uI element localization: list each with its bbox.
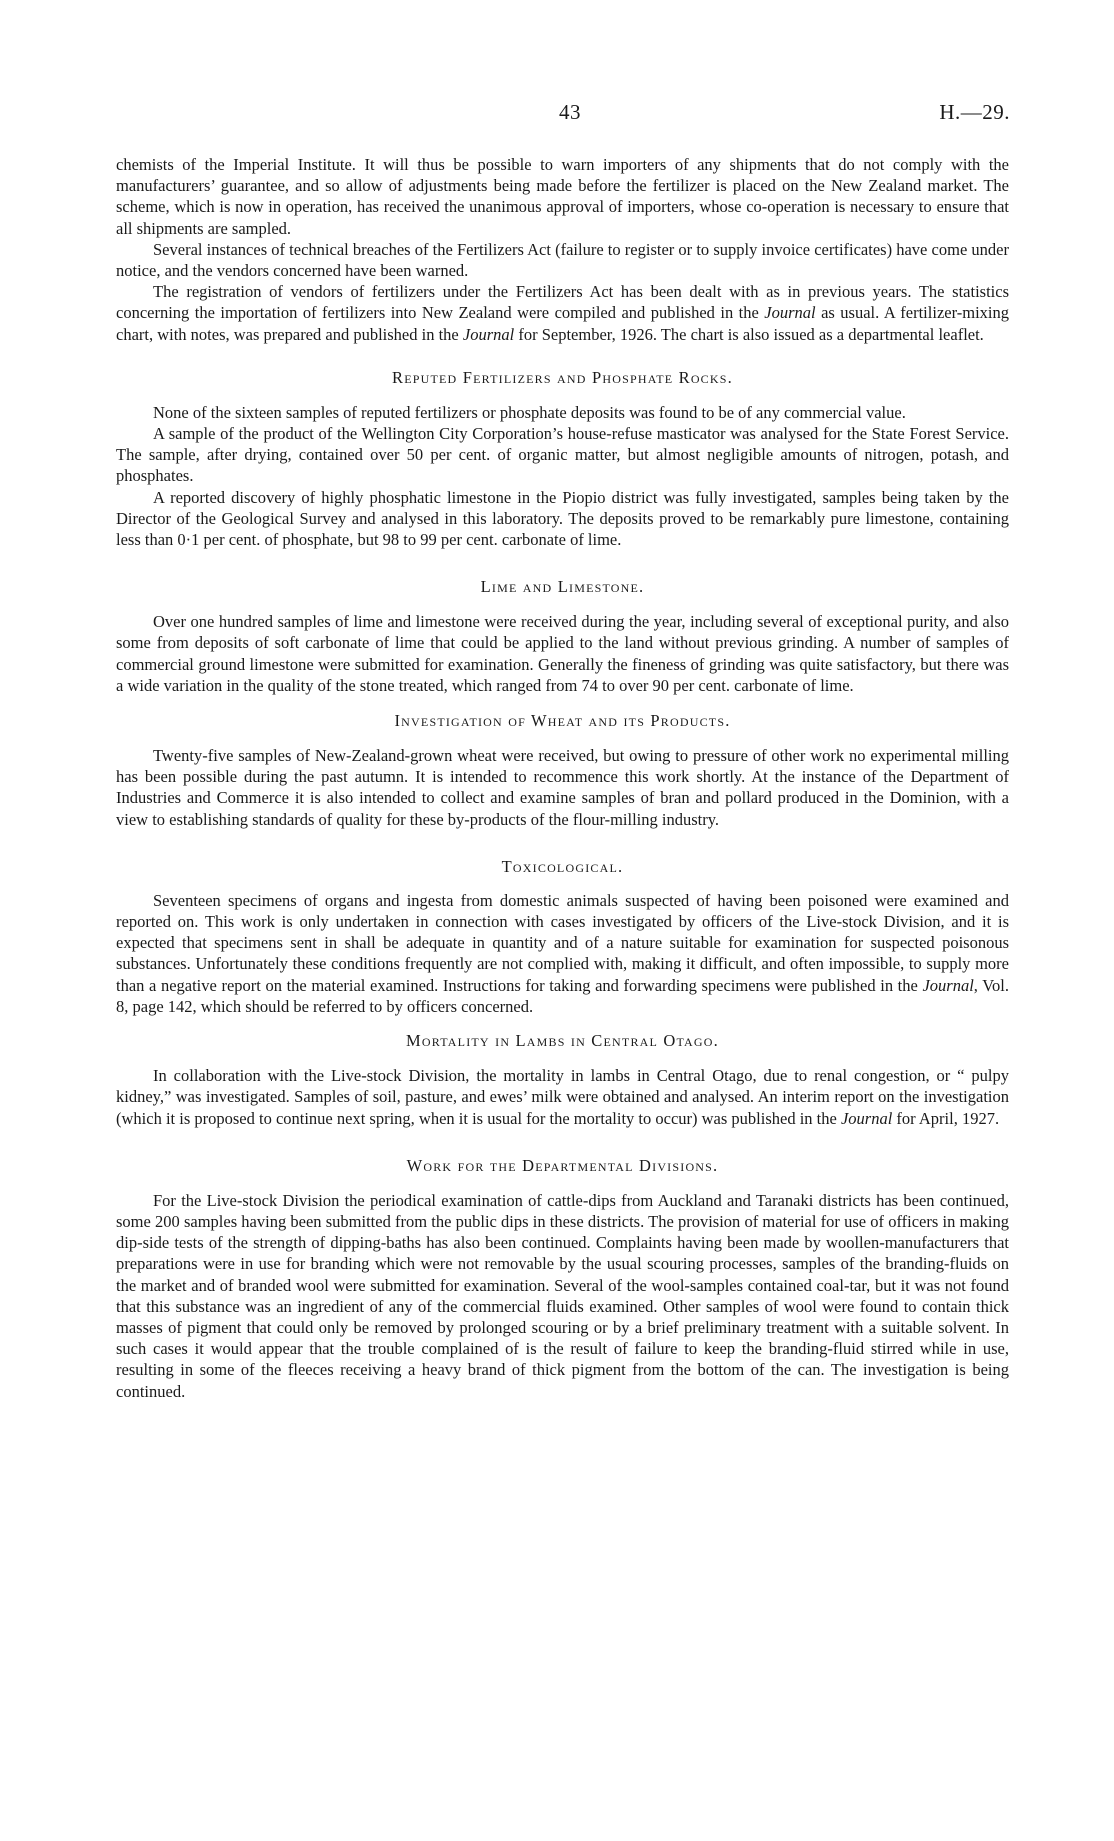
tox-text-b: , Vol. 8, page 142, which should be referred to by officers concerned. [116,975,1009,1016]
mortality-text-b: for April, 1927. [892,1108,1000,1128]
page-number: 43 [559,100,581,124]
toxicological-section [116,856,1009,1017]
section-heading-reputed-fertilizers: Reputed Fertilizers and Phosphate Rocks. [392,367,733,387]
intro-paragraph-3 [116,281,1009,345]
section-heading-toxicological: Toxicological. [501,856,624,876]
section-heading-lime: Lime and Limestone. [480,577,645,597]
reputed-fertilizers-section [116,367,1009,550]
intro-p3-text-a: The registration of vendors of fertilizers under the Fertilizers Act has been dealt with as in previous years. The statistics concerning the importation of fertilizers into New Zealand were compiled and published in the [116,282,1009,323]
page-body [116,154,1009,1402]
wheat-section [116,710,1009,830]
journal-title: Journal [922,975,974,995]
journal-title: Journal [462,324,515,344]
intro-p3-text-b: as usual. A fertilizer-mixing chart, with notes, was prepared and published in the [116,303,1009,344]
work-paragraph-1: For the Live-stock Division the periodical examination of cattle-dips from Auckland and Taranaki districts has been continued, some 200 samples having been submitted from the public dips in these districts. The provision of material for use of officers in making dip-side tests of the strength of dipping-baths has also been continued. Complaints having been made by woollen-manufacturers that preparations were in use for branding which were not removable by the usual scouring processes, samples of the branding-fluids on the market and of branded wool were submitted for examination. Several of the wool-samples contained coal-tar, but it was not found that this substance was an ingredient of any of the commercial fluids examined. Other samples of wool were found to contain thick masses of pigment that could only be removed by prolonged scouring or by a brief preliminary treatment with a suitable solvent. In such cases it would appear that the trouble complained of is the result of failure to keep the branding-fluid stirred while in use, resulting in some of the fleeces receiving a heavy brand of thick pigment from the bottom of the can. The investigation is being continued. [116,1190,1009,1401]
lime-section [116,576,1009,696]
wheat-paragraph-1: Twenty-five samples of New-Zealand-grown wheat were received, but owing to pressure of other work no experimental milling has been possible during the past autumn. It is intended to recommence this work shortly. At the instance of the Department of Industries and Commerce it is also intended to collect and examine samples of bran and pollard produced in the Dominion, with a view to establishing standards of quality for these by-products of the flour-milling industry. [116,746,1009,829]
toxicological-paragraph-1 [116,890,1009,1017]
reputed-paragraph-2: A sample of the product of the Wellington City Corporation’s house-refuse masticator was analysed for the State Forest Service. The sample, after drying, contained over 50 per cent. of organic matter, but almost negligible amounts of nitrogen, potash, and phosphates. [116,424,1009,486]
work-section [116,1155,1009,1402]
tox-text-a: Seventeen specimens of organs and ingesta from domestic animals suspected of having been poisoned were examined and reported on. This work is only undertaken in connection with cases investigated by officers of the Live-stock Division, and it is expected that specimens sent in shall be adequate in quantity and of a nature suitable for examination for suspected poisonous substances. Unfortunately these conditions frequently are not complied with, making it difficult, and often impossible, to supply more than a negative report on the material examined. Instructions for taking and forwarding specimens were published in the [116,890,1009,995]
intro-paragraph-1: chemists of the Imperial Institute. It will thus be possible to warn importers of any shipments that do not comply with the manufacturers’ guarantee, and so allow of adjustments being made before the fertilizer is placed on the New Zealand market. The scheme, which is now in operation, has received the unanimous approval of importers, whose co-operation is necessary to ensure that all shipments are sampled. [116,155,1009,238]
journal-title: Journal [840,1108,893,1128]
mortality-paragraph-1 [116,1065,1009,1129]
page-reference: H.—29. [939,100,1010,124]
reputed-paragraph-3: A reported discovery of highly phosphatic limestone in the Piopio district was fully investigated, samples being taken by the Director of the Geological Survey and analysed in this laboratory. The deposits proved to be remarkably pure limestone, containing less than 0·1 per cent. of phosphate, but 98 to 99 per cent. carbonate of lime. [116,487,1009,550]
journal-title: Journal [764,303,816,323]
lime-paragraph-1: Over one hundred samples of lime and limestone were received during the year, including several of exceptional purity, and also some from deposits of soft carbonate of lime that could be applied to the land without previous grinding. A number of samples of commercial ground limestone were submitted for examination. Generally the fineness of grinding was quite satisfactory, but there was a wide variation in the quality of the stone treated, which ranged from 74 to over 90 per cent. carbonate of lime. [116,612,1009,695]
section-heading-wheat: Investigation of Wheat and its Products. [394,711,731,731]
intro-section [116,154,1009,345]
mortality-text-a: In collaboration with the Live-stock Division, the mortality in lambs in Central Otago, due to renal congestion, or “ pulpy kidney,” was investigated. Samples of soil, pasture, and ewes’ milk were obtained and analysed. An interim report on the investigation (which it is proposed to continue next spring, when it is usual for the mortality to occur) was published in the [116,1066,1009,1128]
section-heading-mortality: Mortality in Lambs in Central Otago. [406,1031,719,1051]
section-heading-work: Work for the Departmental Divisions. [406,1155,719,1175]
reputed-paragraph-1: None of the sixteen samples of reputed fertilizers or phosphate deposits was found to be of any commercial value. [153,402,906,422]
intro-paragraph-2: Several instances of technical breaches of the Fertilizers Act (failure to register or to supply invoice certificates) have come under notice, and the vendors concerned have been warned. [116,239,1009,281]
mortality-section [116,1030,1009,1129]
intro-p3-text-c: for September, 1926. The chart is also issued as a departmental leaflet. [514,324,984,344]
